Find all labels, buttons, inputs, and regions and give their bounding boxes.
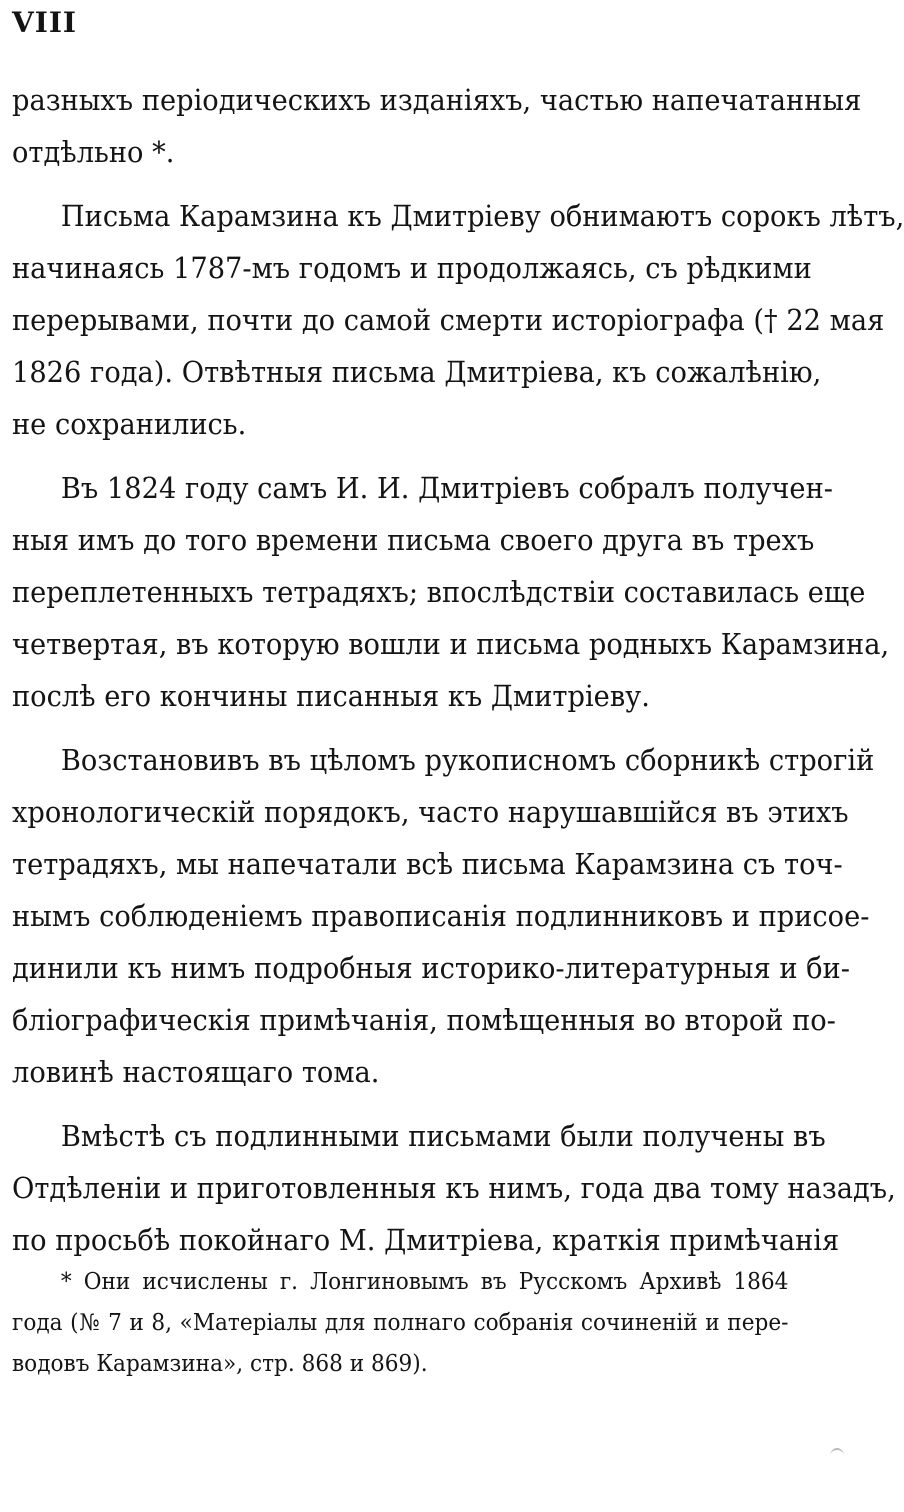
text-line: переплетенныхъ тетрадяхъ; впослѣдствіи составилась еще — [12, 575, 866, 609]
footnote-line: года (№ 7 и 8, «Матеріалы для полнаго собранія сочиненій и пере- — [12, 1310, 789, 1336]
text-line: Отдѣленіи и приготовленныя къ нимъ, года два тому назадъ, — [12, 1171, 896, 1205]
text-line: послѣ его кончины писанныя къ Дмитріеву. — [12, 679, 650, 713]
text-line: четвертая, въ которую вошли и письма родныхъ Карамзина, — [12, 627, 890, 661]
text-line: не сохранились. — [12, 407, 247, 441]
text-line: тетрадяхъ, мы напечатали всѣ письма Карамзина съ точ- — [12, 847, 843, 881]
text-line: ловинѣ настоящаго тома. — [12, 1055, 380, 1089]
text-line: Письма Карамзина къ Дмитріеву обнимаютъ сорокъ лѣтъ, — [60, 199, 904, 233]
text-line: по просьбѣ покойнаго М. Дмитріева, краткія примѣчанія — [12, 1223, 840, 1257]
text-line: отдѣльно *. — [12, 135, 175, 169]
text-line: разныхъ періодическихъ изданіяхъ, частью напечатанныя — [12, 83, 862, 117]
text-line: 1826 года). Отвѣтныя письма Дмитріева, къ сожалѣнію, — [12, 355, 822, 389]
text-line: Возстановивъ въ цѣломъ рукописномъ сборникѣ строгій — [60, 743, 875, 777]
text-line: перерывами, почти до самой смерти исторіографа († 22 мая — [12, 303, 885, 337]
body-text — [12, 74, 904, 1266]
text-line: Въ 1824 году самъ И. И. Дмитріевъ собралъ получен- — [60, 471, 833, 505]
text-line: нымъ соблюденіемъ правописанія подлинниковъ и присое- — [12, 899, 870, 933]
text-line: динили къ нимъ подробныя историко-литературныя и би- — [12, 951, 850, 985]
text-line: начинаясь 1787-мъ годомъ и продолжаясь, съ рѣдкими — [12, 251, 812, 285]
footnote — [12, 1262, 788, 1385]
page-number: VIII — [12, 6, 78, 39]
text-line: ныя имъ до того времени письма своего друга въ трехъ — [12, 523, 815, 557]
text-line: бліографическія примѣчанія, помѣщенныя во второй по- — [12, 1003, 836, 1037]
text-line: хронологическій порядокъ, часто нарушавшійся въ этихъ — [12, 795, 849, 829]
text-line: Вмѣстѣ съ подлинными письмами были получены въ — [60, 1119, 826, 1153]
footnote-line: водовъ Карамзина», стр. 868 и 869). — [12, 1351, 428, 1377]
footnote-line: * Они исчислены г. Лонгиновымъ въ Русскомъ Архивѣ 1864 — [60, 1269, 789, 1295]
page-corner-mark — [830, 1448, 844, 1464]
